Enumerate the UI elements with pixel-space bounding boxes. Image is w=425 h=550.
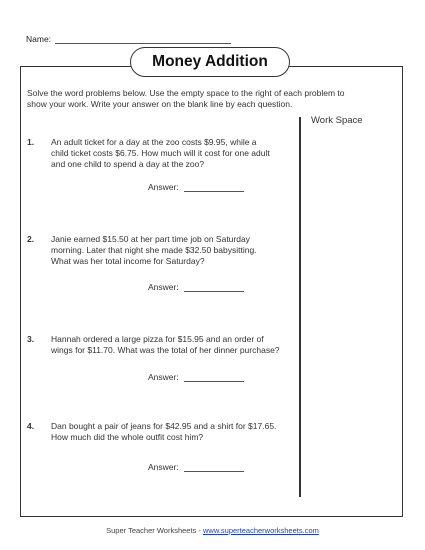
answer-field[interactable] <box>184 373 244 382</box>
problem-line: Hannah ordered a large pizza for $15.95 and an order of <box>51 334 264 344</box>
answer-label: Answer: <box>148 182 179 192</box>
answer-field[interactable] <box>184 283 244 292</box>
name-label: Name: <box>26 34 52 44</box>
footer-text: Super Teacher Worksheets - <box>106 526 203 535</box>
answer-field[interactable] <box>184 183 244 192</box>
footer-link[interactable]: www.superteacherworksheets.com <box>202 526 319 535</box>
problem-number: 2. <box>27 234 35 244</box>
problem-text <box>51 234 311 267</box>
problem-text <box>51 334 311 356</box>
work-space-label: Work Space <box>311 115 363 126</box>
problem-line: child ticket costs $6.75. How much will it cost for one adult <box>51 148 270 158</box>
problem-line: wings for $11.70. What was the total of her dinner purchase? <box>51 345 280 355</box>
footer <box>0 526 425 535</box>
name-field[interactable] <box>55 34 231 44</box>
instructions-line: Solve the word problems below. Use the empty space to the right of each problem to <box>27 88 345 98</box>
answer-field[interactable] <box>184 463 244 472</box>
answer-row-4 <box>148 462 244 472</box>
problem-number: 1. <box>27 137 35 147</box>
problem-line: morning. Later that night she made $32.50 babysitting. <box>51 245 257 255</box>
answer-row-1 <box>148 182 244 192</box>
problem-line: Janie earned $15.50 at her part time job on Saturday <box>51 234 250 244</box>
instructions <box>27 88 397 110</box>
answer-row-2 <box>148 282 244 292</box>
answer-label: Answer: <box>148 462 179 472</box>
problem-number: 4. <box>27 421 35 431</box>
name-row <box>26 34 231 44</box>
answer-row-3 <box>148 372 244 382</box>
problem-line: Dan bought a pair of jeans for $42.95 and a shirt for $17.65. <box>51 421 277 431</box>
problem-text <box>51 421 311 443</box>
problem-line: How much did the whole outfit cost him? <box>51 432 204 442</box>
problem-line: What was her total income for Saturday? <box>51 256 205 266</box>
problem-line: and one child to spend a day at the zoo? <box>51 159 205 169</box>
answer-label: Answer: <box>148 372 179 382</box>
problem-text <box>51 137 311 170</box>
problem-number: 3. <box>27 334 35 344</box>
instructions-line: show your work. Write your answer on the blank line by each question. <box>27 99 293 109</box>
problem-line: An adult ticket for a day at the zoo costs $9.95, while a <box>51 137 257 147</box>
page-title: Money Addition <box>130 47 290 77</box>
answer-label: Answer: <box>148 282 179 292</box>
